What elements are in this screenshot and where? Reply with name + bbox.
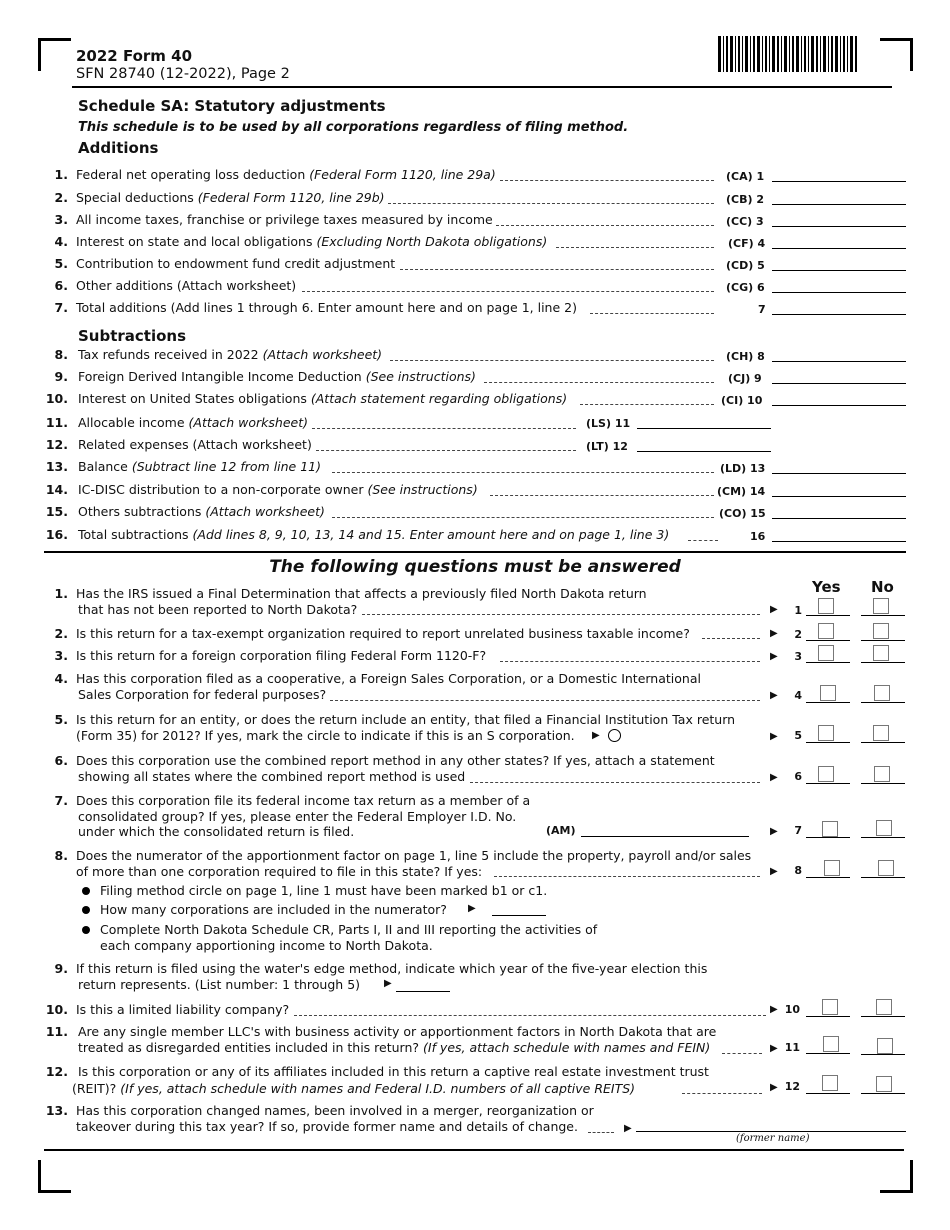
line-label: Others subtractions (Attach worksheet) [78, 504, 325, 519]
arrow-right-icon: ▶ [770, 628, 778, 639]
yes-checkbox-q10[interactable] [822, 999, 838, 1015]
answer-underline [861, 783, 905, 784]
line-label: Foreign Derived Intangible Income Deduction (See instructions) [78, 369, 476, 384]
question-text: consolidated group? If yes, please enter the Federal Employer I.D. No. [78, 809, 517, 824]
answer-underline [806, 837, 850, 838]
line-label: IC-DISC distribution to a non-corporate owner (See instructions) [78, 482, 478, 497]
line-code: (CH) 8 [726, 350, 765, 363]
arrow-right-icon: ▶ [770, 1082, 778, 1093]
question-number: 6. [54, 753, 68, 768]
line-number: 9. [54, 369, 68, 384]
no-checkbox-q12[interactable] [876, 1076, 892, 1092]
amount-field-line-9[interactable] [772, 383, 906, 384]
leader-dots [302, 291, 714, 292]
line-code: (CD) 5 [726, 259, 765, 272]
no-checkbox-q2[interactable] [873, 623, 889, 639]
answer-underline [861, 1093, 905, 1094]
question-text: under which the consolidated return is filed. [78, 824, 355, 839]
questions-heading: The following questions must be answered [269, 557, 681, 577]
answer-underline [861, 837, 905, 838]
answer-underline [806, 783, 850, 784]
line-number: 15. [45, 504, 68, 519]
no-checkbox-q1[interactable] [873, 598, 889, 614]
leader-dots [330, 700, 760, 701]
question-text: showing all states where the combined report method is used [78, 769, 466, 784]
arrow-right-icon: ▶ [770, 1004, 778, 1015]
leader-dots [470, 782, 760, 783]
bullet-text: Filing method circle on page 1, line 1 must have been marked b1 or c1. [100, 883, 548, 898]
yes-checkbox-q11[interactable] [823, 1036, 839, 1052]
line-code: (LT) 12 [586, 440, 628, 453]
no-column-header: No [871, 578, 894, 596]
question-number: 13. [45, 1103, 68, 1118]
no-checkbox-q5[interactable] [873, 725, 889, 741]
fein-input[interactable] [581, 836, 749, 837]
line-code: (CG) 6 [726, 281, 765, 294]
line-number: 10. [45, 391, 68, 406]
additions-heading: Additions [78, 139, 159, 157]
question-text: Are any single member LLC's with business activity or apportionment factors in North Dakota that are [78, 1024, 717, 1039]
line-label: Allocable income (Attach worksheet) [78, 415, 309, 430]
line-number: 12. [45, 437, 68, 452]
leader-dots [556, 247, 714, 248]
line-code: (CM) 14 [717, 485, 766, 498]
answer-underline [806, 1053, 850, 1054]
question-text: that has not been reported to North Dakota? [78, 602, 358, 617]
question-text: Is this return for an entity, or does the return include an entity, that filed a Financial Institution Tax return [76, 712, 736, 727]
amount-field-line-11[interactable] [637, 428, 771, 429]
header-rule [72, 86, 892, 88]
question-text: Has this corporation changed names, been involved in a merger, reorganization or [76, 1103, 594, 1118]
line-number: 14. [45, 482, 68, 497]
corporation-count-input[interactable] [492, 915, 546, 916]
yes-checkbox-q7[interactable] [822, 821, 838, 837]
answer-underline [861, 615, 905, 616]
answer-underline [806, 702, 850, 703]
no-checkbox-q8[interactable] [878, 860, 894, 876]
line-label: All income taxes, franchise or privilege taxes measured by income [76, 212, 493, 227]
line-label: Total subtractions (Add lines 8, 9, 10, 13, 14 and 15. Enter amount here and on page 1, line 3) [78, 527, 670, 542]
answer-underline [806, 1093, 850, 1094]
line-number: 6. [54, 278, 68, 293]
answer-underline [806, 877, 850, 878]
question-line-number: 3 [794, 650, 802, 663]
amount-field-line-4[interactable] [772, 248, 906, 249]
answer-underline [861, 877, 905, 878]
former-name-input[interactable] [636, 1131, 906, 1132]
question-line-number: 7 [794, 824, 802, 837]
question-text: Is this a limited liability company? [76, 1002, 290, 1017]
arrow-right-icon: ▶ [770, 1043, 778, 1054]
corner-mark-bottom-right [880, 1160, 913, 1193]
leader-dots [400, 269, 714, 270]
line-number: 16. [45, 527, 68, 542]
question-text: (Form 35) for 2012? If yes, mark the circle to indicate if this is an S corporation. [76, 728, 575, 743]
bullet-text: How many corporations are included in the numerator? [100, 902, 447, 917]
line-code: (CA) 1 [726, 170, 765, 183]
corner-mark-top-right [880, 38, 913, 71]
arrow-right-icon: ▶ [624, 1123, 632, 1134]
answer-underline [861, 742, 905, 743]
amount-field-line-10[interactable] [772, 405, 906, 406]
leader-dots [496, 225, 714, 226]
arrow-right-icon: ▶ [770, 731, 778, 742]
question-line-number: 2 [794, 628, 802, 641]
question-text: Has the IRS issued a Final Determination that affects a previously filed North Dakota return [76, 586, 647, 601]
leader-dots [362, 614, 760, 615]
question-number: 2. [54, 626, 68, 641]
yes-checkbox-q5[interactable] [818, 725, 834, 741]
question-text: Is this corporation or any of its affiliates included in this return a captive real estate investment trust [78, 1064, 709, 1079]
no-checkbox-q6[interactable] [874, 766, 890, 782]
form-title: 2022 Form 40 [76, 47, 193, 65]
question-text: Does this corporation use the combined report method in any other states? If yes, attach a statement [76, 753, 715, 768]
corner-mark-top-left [38, 38, 71, 71]
leader-dots [312, 428, 576, 429]
former-name-caption: (former name) [736, 1133, 810, 1144]
bullet-icon [82, 926, 90, 934]
yes-checkbox-q1[interactable] [818, 598, 834, 614]
leader-dots [388, 203, 714, 204]
corner-mark-bottom-left [38, 1160, 71, 1193]
schedule-instruction: This schedule is to be used by all corporations regardless of filing method. [78, 120, 629, 135]
answer-underline [861, 662, 905, 663]
arrow-right-icon: ▶ [384, 978, 392, 989]
amount-field-line-14[interactable] [772, 496, 906, 497]
question-text: takeover during this tax year? If so, provide former name and details of change. [76, 1119, 578, 1134]
answer-underline [806, 662, 850, 663]
line-code: (CC) 3 [726, 215, 764, 228]
line-label: Contribution to endowment fund credit adjustment [76, 256, 396, 271]
question-number: 9. [54, 961, 68, 976]
bullet-text: Complete North Dakota Schedule CR, Parts I, II and III reporting the activities of [100, 922, 598, 937]
question-text: Does the numerator of the apportionment factor on page 1, line 5 include the property, payroll and/or sales [76, 848, 752, 863]
section-divider [44, 551, 906, 553]
arrow-right-icon: ▶ [592, 730, 600, 741]
yes-checkbox-q12[interactable] [822, 1075, 838, 1091]
line-code: (CJ) 9 [728, 372, 762, 385]
yes-column-header: Yes [812, 578, 841, 596]
line-label: Interest on state and local obligations (Excluding North Dakota obligations) [76, 234, 548, 249]
question-number: 1. [54, 586, 68, 601]
line-number: 13. [45, 459, 68, 474]
line-number: 5. [54, 256, 68, 271]
answer-underline [806, 640, 850, 641]
amount-field-line-13[interactable] [772, 473, 906, 474]
answer-underline [861, 1016, 905, 1017]
line-code: (CO) 15 [719, 507, 766, 520]
question-number: 8. [54, 848, 68, 863]
barcode-icon [718, 36, 858, 72]
amount-field-line-3[interactable] [772, 226, 906, 227]
leader-dots [294, 1015, 766, 1016]
answer-underline [806, 615, 850, 616]
arrow-right-icon: ▶ [770, 690, 778, 701]
line-label: Interest on United States obligations (Attach statement regarding obligations) [78, 391, 568, 406]
line-label: Total additions (Add lines 1 through 6. Enter amount here and on page 1, line 2) [76, 300, 577, 315]
no-checkbox-q10[interactable] [876, 999, 892, 1015]
arrow-right-icon: ▶ [770, 651, 778, 662]
answer-underline [806, 1016, 850, 1017]
question-text: treated as disregarded entities included in this return? (If yes, attach schedule with names and FEIN) [78, 1040, 711, 1055]
arrow-right-icon: ▶ [770, 772, 778, 783]
answer-underline [861, 702, 905, 703]
line-number: 1. [54, 167, 68, 182]
bullet-text: each company apportioning income to North Dakota. [100, 938, 433, 953]
leader-dots [490, 495, 714, 496]
answer-underline [806, 742, 850, 743]
leader-dots [390, 360, 714, 361]
leader-dots [702, 638, 760, 639]
question-text: Does this corporation file its federal income tax return as a member of a [76, 793, 531, 808]
no-checkbox-q11[interactable] [877, 1038, 893, 1054]
question-line-number: 1 [794, 604, 802, 617]
election-year-input[interactable] [396, 991, 450, 992]
question-text: Is this return for a tax-exempt organization required to report unrelated business taxable income? [76, 626, 690, 641]
question-line-number: 10 [784, 1003, 800, 1016]
line-label: Special deductions (Federal Form 1120, line 29b) [76, 190, 385, 205]
yes-checkbox-q6[interactable] [818, 766, 834, 782]
amount-field-line-15[interactable] [772, 518, 906, 519]
line-label: Related expenses (Attach worksheet) [78, 437, 312, 452]
arrow-right-icon: ▶ [468, 903, 476, 914]
footer-rule [44, 1149, 904, 1151]
question-text: Sales Corporation for federal purposes? [78, 687, 327, 702]
question-text: of more than one corporation required to file in this state? If yes: [76, 864, 483, 879]
yes-checkbox-q4[interactable] [820, 685, 836, 701]
question-number: 4. [54, 671, 68, 686]
question-line-number: 6 [794, 770, 802, 783]
bullet-icon [82, 887, 90, 895]
bullet-icon [82, 906, 90, 914]
question-line-number: 11 [784, 1041, 800, 1054]
leader-dots [500, 661, 760, 662]
amount-field-line-8[interactable] [772, 361, 906, 362]
leader-dots [494, 876, 760, 877]
no-checkbox-q7[interactable] [876, 820, 892, 836]
line-code: (CF) 4 [728, 237, 766, 250]
question-number: 5. [54, 712, 68, 727]
arrow-right-icon: ▶ [770, 866, 778, 877]
line-code: (LD) 13 [720, 462, 766, 475]
line-code: 16 [750, 530, 766, 543]
amount-field-line-5[interactable] [772, 270, 906, 271]
question-number: 12. [45, 1064, 68, 1079]
amount-field-line-6[interactable] [772, 292, 906, 293]
leader-dots [500, 180, 714, 181]
amount-field-line-1[interactable] [772, 181, 906, 182]
line-code: (LS) 11 [586, 417, 631, 430]
yes-checkbox-q2[interactable] [818, 623, 834, 639]
question-number: 7. [54, 793, 68, 808]
s-corporation-radio[interactable] [608, 729, 621, 742]
fein-code: (AM) [546, 824, 576, 837]
question-line-number: 4 [794, 689, 802, 702]
amount-field-line-12[interactable] [637, 451, 771, 452]
leader-dots [332, 517, 714, 518]
line-code: 7 [758, 303, 766, 316]
line-label: Balance (Subtract line 12 from line 11) [78, 459, 322, 474]
question-line-number: 12 [784, 1080, 800, 1093]
leader-dots [484, 382, 714, 383]
yes-checkbox-q8[interactable] [824, 860, 840, 876]
line-label: Federal net operating loss deduction (Federal Form 1120, line 29a) [76, 167, 496, 182]
line-number: 8. [54, 347, 68, 362]
form-subtitle: SFN 28740 (12-2022), Page 2 [76, 66, 290, 82]
leader-dots [682, 1093, 762, 1094]
line-code: (CI) 10 [721, 394, 763, 407]
line-label: Other additions (Attach worksheet) [76, 278, 297, 293]
amount-field-line-16[interactable] [772, 541, 906, 542]
schedule-title: Schedule SA: Statutory adjustments [78, 97, 386, 115]
line-number: 2. [54, 190, 68, 205]
question-text: Has this corporation filed as a cooperative, a Foreign Sales Corporation, or a Domestic International [76, 671, 701, 686]
line-number: 11. [45, 415, 68, 430]
amount-field-line-7[interactable] [772, 314, 906, 315]
leader-dots [332, 472, 714, 473]
no-checkbox-q4[interactable] [874, 685, 890, 701]
question-text: Is this return for a foreign corporation filing Federal Form 1120-F? [76, 648, 487, 663]
question-number: 3. [54, 648, 68, 663]
line-code: (CB) 2 [726, 193, 764, 206]
question-line-number: 8 [794, 864, 802, 877]
arrow-right-icon: ▶ [770, 826, 778, 837]
line-number: 7. [54, 300, 68, 315]
leader-dots [688, 540, 718, 541]
amount-field-line-2[interactable] [772, 204, 906, 205]
leader-dots [580, 404, 714, 405]
answer-underline [861, 1054, 905, 1055]
question-text: If this return is filed using the water's edge method, indicate which year of the five-year election this [76, 961, 708, 976]
arrow-right-icon: ▶ [770, 604, 778, 615]
question-line-number: 5 [794, 729, 802, 742]
leader-dots [588, 1132, 614, 1133]
answer-underline [861, 640, 905, 641]
question-text: (REIT)? (If yes, attach schedule with names and Federal I.D. numbers of all captive REITS) [72, 1081, 636, 1096]
leader-dots [316, 450, 576, 451]
line-number: 3. [54, 212, 68, 227]
no-checkbox-q3[interactable] [873, 645, 889, 661]
yes-checkbox-q3[interactable] [818, 645, 834, 661]
leader-dots [722, 1053, 762, 1054]
line-label: Tax refunds received in 2022 (Attach worksheet) [78, 347, 383, 362]
question-number: 11. [45, 1024, 68, 1039]
question-number: 10. [45, 1002, 68, 1017]
question-text: return represents. (List number: 1 through 5) [78, 977, 361, 992]
leader-dots [590, 313, 714, 314]
line-number: 4. [54, 234, 68, 249]
subtractions-heading: Subtractions [78, 327, 187, 345]
